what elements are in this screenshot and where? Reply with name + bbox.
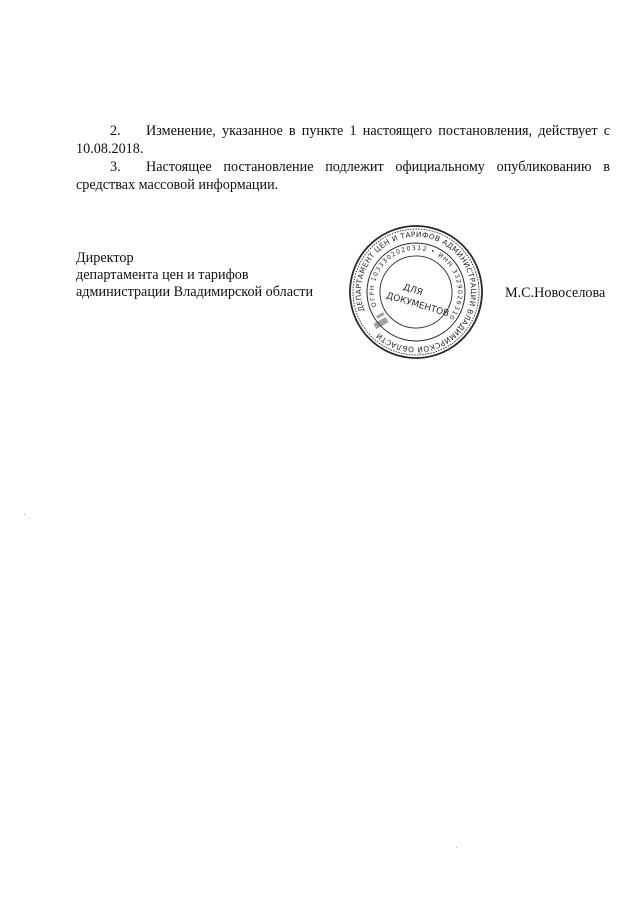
item-3-number: 3. bbox=[110, 159, 121, 175]
official-seal bbox=[346, 222, 486, 362]
scan-speck bbox=[456, 847, 457, 848]
seal-inner-text: ОГРН 1033302020312 • ИНН 3329026310 bbox=[368, 244, 464, 322]
scan-speck bbox=[24, 514, 25, 515]
position-line-2: департамента цен и тарифов bbox=[76, 267, 249, 283]
signatory-name: М.С.Новоселова bbox=[505, 285, 606, 301]
item-3-text: Настоящее постановление подлежит официальному опубликованию в bbox=[146, 159, 610, 175]
seal-outer-text: ДЕПАРТАМЕНТ ЦЕН И ТАРИФОВ АДМИНИСТРАЦИИ ВЛАДИМИРСКОЙ ОБЛАСТИ bbox=[353, 229, 479, 355]
item-2-number: 2. bbox=[110, 123, 121, 139]
seal-center-text-2: ДОКУМЕНТОВ bbox=[384, 291, 451, 320]
item-2-text: Изменение, указанное в пункте 1 настоящего постановления, действует с bbox=[146, 123, 610, 139]
paragraph-item-2 bbox=[76, 122, 610, 158]
paragraph-item-3-line-1 bbox=[76, 158, 610, 176]
item-3-continuation: средствах массовой информации. bbox=[76, 177, 279, 193]
paragraph-item-3 bbox=[76, 158, 610, 194]
position-line-1: Директор bbox=[76, 250, 134, 266]
seal-center-text-1: ДЛЯ bbox=[401, 282, 424, 299]
signatory-position bbox=[76, 250, 313, 301]
item-2-continuation: 10.08.2018. bbox=[76, 141, 144, 157]
position-line-3: администрации Владимирской области bbox=[76, 284, 314, 300]
seal-stamp-graphic bbox=[346, 222, 486, 362]
paragraph-item-2-line-1 bbox=[76, 122, 610, 140]
